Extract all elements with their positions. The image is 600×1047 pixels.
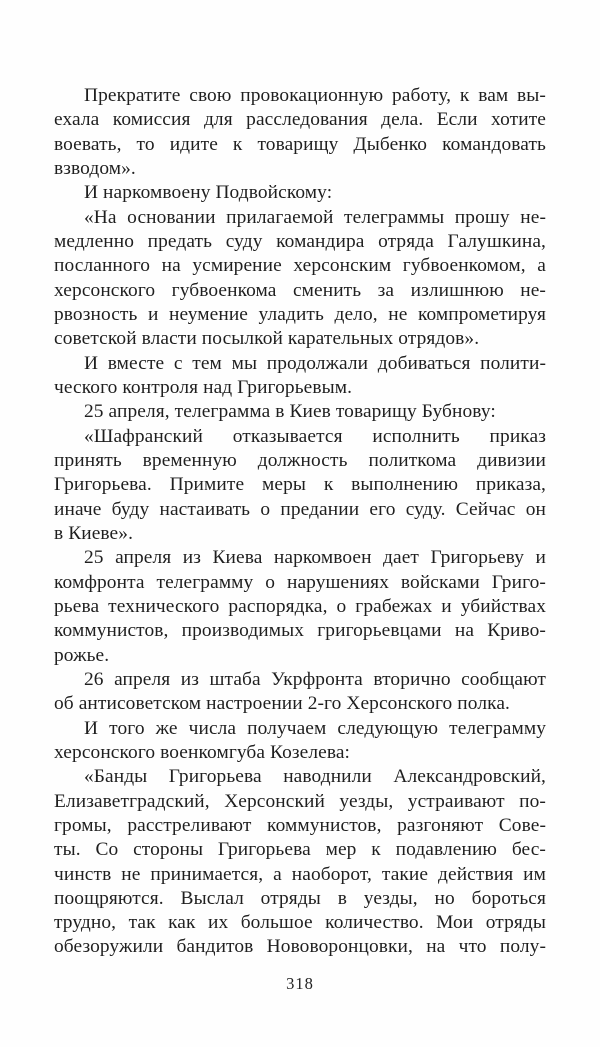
text-line: взводом».: [54, 157, 136, 179]
text-line: посланного на усмирение херсонским губвоенкомом, а: [54, 255, 546, 277]
text-line: поощряются. Выслал отряды в уезды, но бороться: [54, 887, 546, 909]
text-line: И вместе с тем мы продолжали добиваться полити-: [84, 352, 546, 374]
text-line: рожье.: [54, 644, 110, 666]
text-line: советской власти посылкой карательных отрядов».: [54, 328, 480, 350]
text-line: громы, расстреливают коммунистов, разгоняют Сове-: [54, 814, 546, 836]
text-line: «Шафранский отказывается исполнить приказ: [84, 425, 546, 447]
paragraph: [54, 717, 546, 766]
text-line: И наркомвоену Подвойскому:: [84, 182, 333, 204]
text-line: медленно предать суду командира отряда Галушкина,: [54, 230, 546, 252]
text-line: принять временную должность политкома дивизии: [54, 449, 546, 471]
text-line: трудно, так как их большое количество. Мои отряды: [54, 912, 546, 934]
text-line: воевать, то идите к товарищу Дыбенко командовать: [54, 133, 546, 155]
text-line: иначе буду настаивать о предании его суду. Сейчас он: [54, 498, 546, 520]
text-line: рвозность и неумение уладить дело, не компрометируя: [54, 303, 546, 325]
paragraph: [54, 425, 546, 547]
page-number: 318: [286, 974, 314, 993]
paragraph: [54, 206, 546, 352]
paragraph: [54, 546, 546, 668]
text-line: об антисоветском настроении 2-го Херсонского полка.: [54, 693, 510, 715]
page-text: [54, 84, 546, 960]
paragraph: [54, 400, 546, 424]
text-line: 25 апреля, телеграмма в Киев товарищу Бубнову:: [84, 401, 496, 423]
text-line: ехала комиссия для расследования дела. Если хотите: [54, 109, 546, 131]
text-line: коммунистов, производимых григорьевцами на Криво-: [54, 620, 546, 642]
text-line: в Киеве».: [54, 522, 134, 544]
text-line: рьева технического распорядка, о грабежах и убийствах: [54, 595, 546, 617]
text-line: херсонского губвоенкома сменить за излишнюю не-: [54, 279, 546, 301]
text-line: Григорьева. Примите меры к выполнению приказа,: [54, 474, 546, 496]
text-line: Прекратите свою провокационную работу, к вам вы-: [84, 85, 546, 106]
text-line: «Банды Григорьева наводнили Александровский,: [84, 766, 546, 788]
paragraph: [54, 765, 546, 960]
text-line: обезоружили бандитов Нововоронцовки, на что полу-: [54, 936, 546, 958]
text-line: Елизаветградский, Херсонский уезды, устраивают по-: [54, 790, 546, 812]
paragraph: [54, 668, 546, 717]
text-line: чинств не принимается, а наоборот, такие действия им: [54, 863, 546, 885]
paragraph: [54, 84, 546, 181]
paragraph: [54, 352, 546, 401]
paragraph: [54, 181, 546, 205]
text-line: ты. Со стороны Григорьева мер к подавлению бес-: [54, 839, 546, 861]
text-line: «На основании прилагаемой телеграммы прошу не-: [84, 206, 546, 228]
text-line: комфронта телеграмму о нарушениях войсками Григо-: [54, 571, 546, 593]
text-line: херсонского военкомгуба Козелева:: [54, 741, 351, 763]
text-line: И того же числа получаем следующую телеграмму: [84, 717, 546, 739]
text-line: 25 апреля из Киева наркомвоен дает Григорьеву и: [84, 547, 546, 569]
text-line: 26 апреля из штаба Укрфронта вторично сообщают: [84, 668, 546, 690]
text-line: ческого контроля над Григорьевым.: [54, 376, 353, 398]
